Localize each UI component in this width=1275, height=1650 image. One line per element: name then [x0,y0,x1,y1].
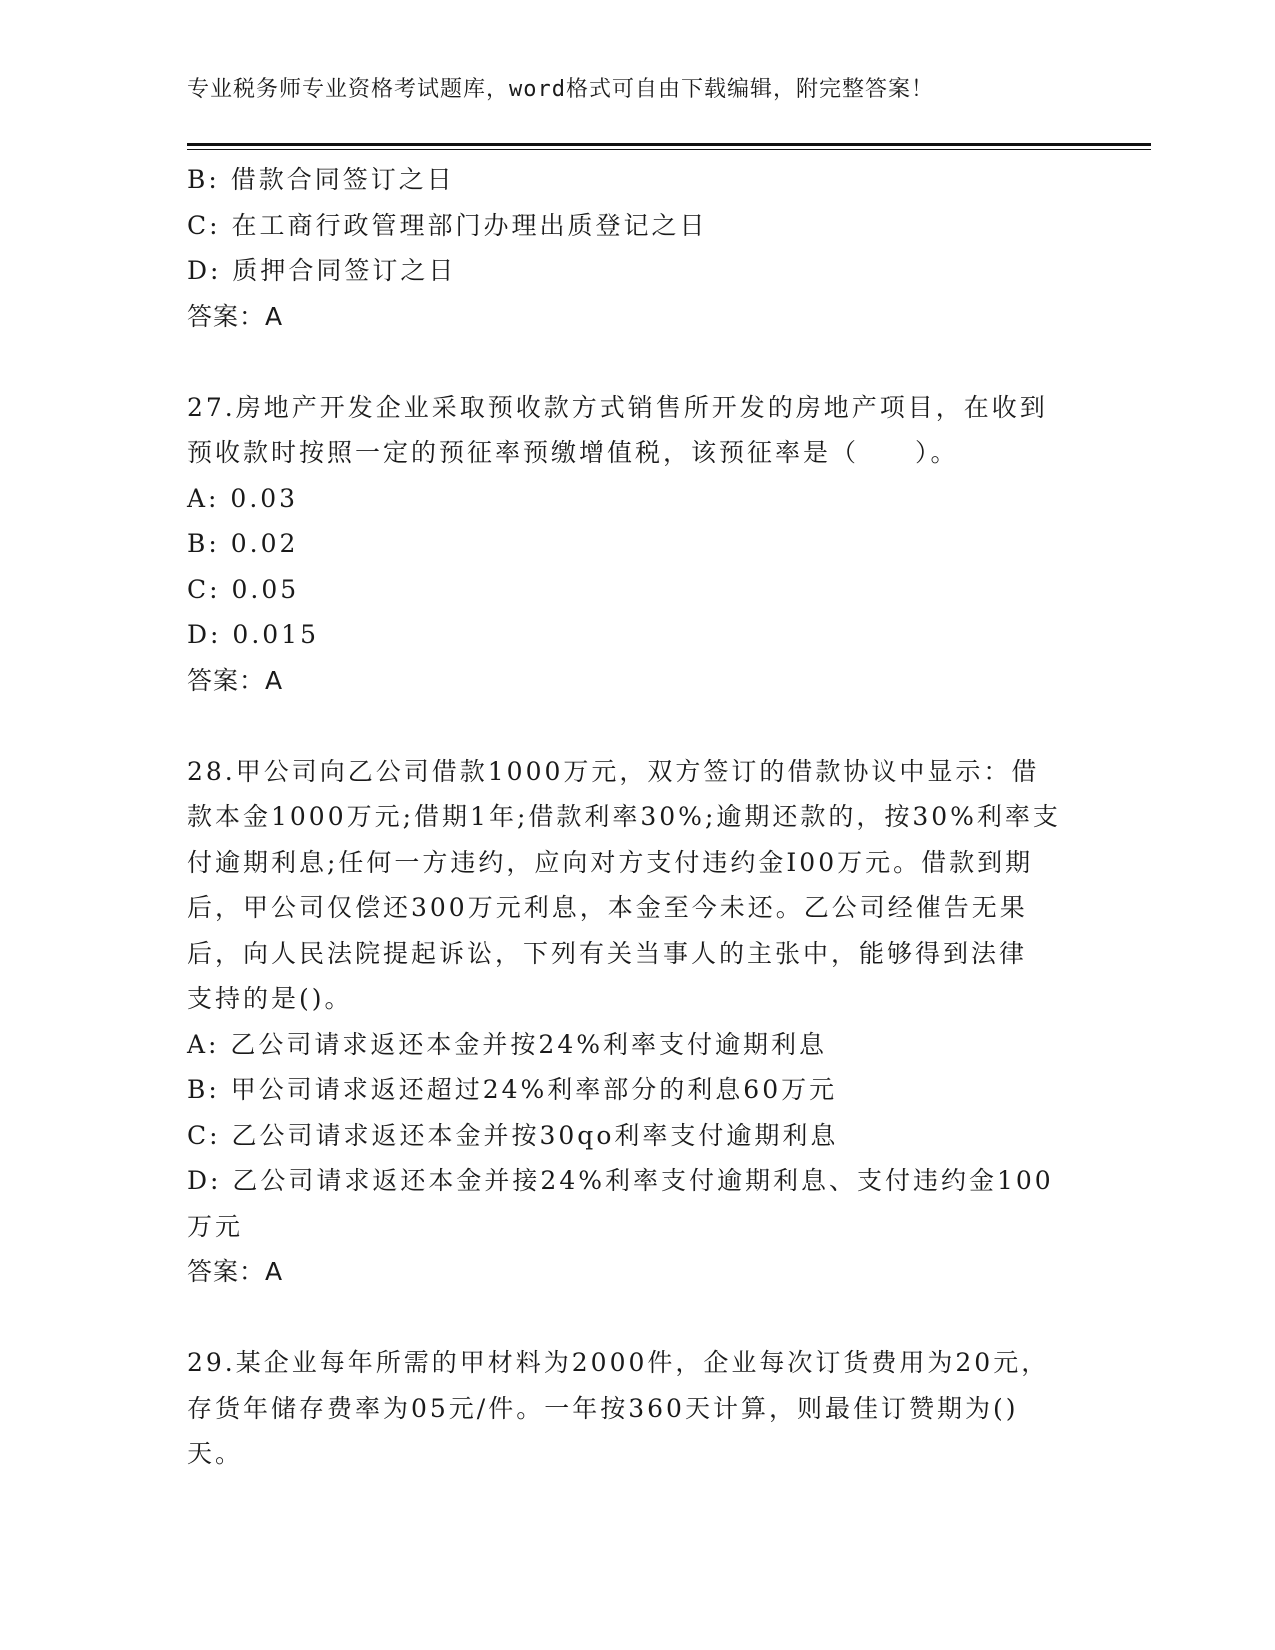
answer-line: 答案：A [187,665,284,695]
option-d: D: 0.015 [187,620,319,649]
answer-line: 答案：A [187,1257,284,1286]
document-body [187,157,1067,1477]
answer-line: 答案：A [187,301,284,331]
spacer [187,703,1067,749]
question-text-line: 天。 [187,1439,244,1468]
option-a: A: 乙公司请求返还本金并按24%利率支付逾期利息 [187,1029,827,1059]
question-text-line: 29.某企业每年所需的甲材料为2000件，企业每次订货费用为20元， [187,1348,1050,1377]
question-block-26 [187,157,1067,339]
question-text-line: 款本金1000万元;借期1年;借款利率30%;逾期还款的，按30%利率支 [187,802,1061,831]
option-b: B: 0.02 [187,529,299,558]
spacer [187,339,1067,385]
option-d: D: 质押合同签订之日 [187,256,457,285]
option-d: D: 乙公司请求返还本金并接24%利率支付逾期利息、支付违约金100 [187,1166,1054,1195]
header-rule-thin [187,149,1151,150]
question-text-line: 付逾期利息;任何一方违约，应向对方支付违约金I00万元。借款到期 [187,847,1034,877]
question-block-28 [187,749,1067,1295]
option-c: C: 乙公司请求返还本金并按30qo利率支付逾期利息 [187,1120,839,1150]
page-header: 专业税务师专业资格考试题库，word格式可自由下载编辑，附完整答案！ [187,77,934,102]
question-text-line: 28.甲公司向乙公司借款1000万元，双方签订的借款协议中显示：借 [187,756,1040,786]
spacer [187,1295,1067,1341]
question-text-line: 预收款时按照一定的预征率预缴增值税，该预征率是（ ）。 [187,438,959,467]
question-text-line: 27.房地产开发企业采取预收款方式销售所开发的房地产项目，在收到 [187,392,1048,422]
option-a: A: 0.03 [187,483,299,513]
header-rule-thick [187,143,1151,146]
option-d-continued: 万元 [187,1211,244,1241]
question-block-29 [187,1340,1067,1477]
option-b: B: 甲公司请求返还超过24%利率部分的利息60万元 [187,1075,838,1104]
option-c: C: 在工商行政管理部门办理出质登记之日 [187,210,708,240]
question-text-line: 后，向人民法院提起诉讼，下列有关当事人的主张中，能够得到法律 [187,938,1028,968]
question-text-line: 后，甲公司仅偿还300万元利息，本金至今未还。乙公司经催告无果 [187,893,1028,922]
option-b: B: 借款合同签订之日 [187,165,455,194]
question-text-line: 支持的是()。 [187,984,353,1013]
option-c: C: 0.05 [187,574,300,604]
question-text-line: 存货年储存费率为05元/件。一年按360天计算，则最佳订赞期为() [187,1393,1019,1423]
question-block-27 [187,385,1067,704]
